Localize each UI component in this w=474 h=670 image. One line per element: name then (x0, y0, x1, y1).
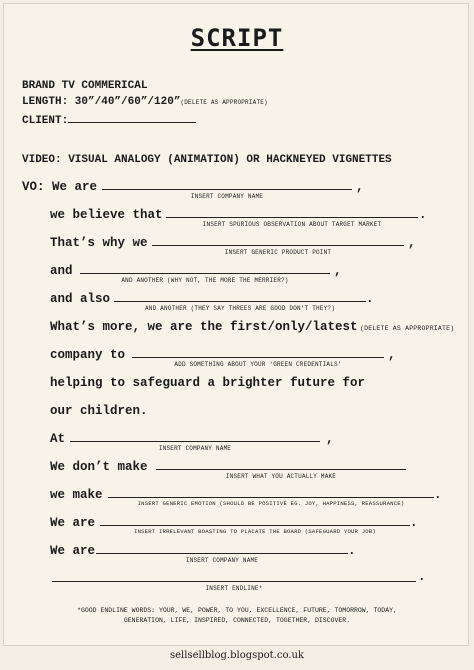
script-line-11: We don’t make (50, 460, 148, 474)
endline-words-note (22, 606, 452, 626)
hint-7: ADD SOMETHING ABOUT YOUR ‘GREEN CREDENTIALS’ (174, 361, 342, 368)
blank-another-2[interactable] (114, 301, 366, 302)
script-line-10: At (50, 432, 66, 446)
note-line-1: *GOOD ENDLINE WORDS: YOUR, WE, POWER, TO YOU, EXCELLENCE, FUTURE, TOMORROW, TODAY, (77, 607, 397, 614)
blank-endline[interactable] (52, 581, 416, 582)
punct-10: , (326, 432, 334, 446)
note-line-2: GENERATION, LIFE, INSPIRED, CONNECTED, TOGETHER, DISCOVER. (123, 617, 351, 624)
hint-11: INSERT WHAT YOU ACTUALLY MAKE (225, 473, 337, 480)
script-line-12: we make (50, 488, 103, 502)
hint-2: INSERT SPURIOUS OBSERVATION ABOUT TARGET MARKET (202, 221, 382, 228)
script-line-5: and also (50, 292, 111, 306)
punct-1: , (356, 180, 364, 194)
blank-company-name-2[interactable] (70, 441, 320, 442)
blank-observation[interactable] (166, 217, 418, 218)
hint-13: INSERT IRRELEVANT BOASTING TO PLACATE THE BOARD (SAFEGUARD YOUR JOB) (134, 528, 376, 535)
hint-4: AND ANOTHER (WHY NOT, THE MORE THE MERRIER?) (121, 277, 289, 284)
hint-5: AND ANOTHER (THEY SAY THREES ARE GOOD DON’T THEY?) (144, 305, 336, 312)
punct-3: , (408, 236, 416, 250)
hint-3: INSERT GENERIC PRODUCT POINT (224, 249, 332, 256)
blank-company-name[interactable] (102, 189, 352, 190)
punct-4: , (334, 264, 342, 278)
script-line-7: company to (50, 348, 126, 362)
brand-line: BRAND TV COMMERICAL (22, 80, 148, 92)
hint-14: INSERT COMPANY NAME (185, 557, 259, 564)
hint-12: INSERT GENERIC EMOTION (SHOULD BE POSITIVE EG. JOY, HAPPINESS, REASSURANCE) (137, 500, 405, 507)
script-line-3: That’s why we (50, 236, 148, 250)
script-line-8: helping to safeguard a brighter future for (50, 376, 366, 390)
punct-5: . (366, 292, 374, 306)
punct-13: . (410, 516, 418, 530)
script-line-9: our children. (50, 404, 148, 418)
hint-10: INSERT COMPANY NAME (158, 445, 232, 452)
page-title: SCRIPT (190, 24, 284, 52)
blank-product-point[interactable] (152, 245, 404, 246)
script-line-14: We are (50, 544, 96, 558)
script-line-2: we believe that (50, 208, 163, 222)
hint-1: INSERT COMPANY NAME (190, 193, 264, 200)
punct-12: . (434, 488, 442, 502)
punct-14: . (348, 544, 356, 558)
script-line-4: and (50, 264, 73, 278)
blank-green-credentials[interactable] (132, 357, 384, 358)
length-line (22, 96, 268, 108)
script-line-1: VO: We are (22, 180, 98, 194)
length-label: LENGTH: 30”/40”/60”/120” (22, 96, 181, 108)
punct-15: . (418, 570, 426, 584)
client-label: CLIENT: (22, 115, 69, 127)
punct-7: , (388, 348, 396, 362)
blank-boasting[interactable] (100, 525, 410, 526)
client-field[interactable] (68, 112, 196, 123)
blank-another-1[interactable] (80, 273, 330, 274)
script-line-6: What’s more, we are the first/only/latest (50, 320, 358, 334)
hint-15: INSERT ENDLINE* (205, 585, 263, 592)
client-line (22, 112, 196, 127)
blank-company-name-3[interactable] (96, 553, 348, 554)
footer-credit: sellsellblog.blogspot.co.uk (170, 650, 304, 661)
blank-generic-emotion[interactable] (108, 497, 434, 498)
blank-actual-product[interactable] (156, 469, 406, 470)
script-line-13: We are (50, 516, 96, 530)
video-line: VIDEO: VISUAL ANALOGY (ANIMATION) OR HACKNEYED VIGNETTES (22, 154, 392, 166)
hint-6: (DELETE AS APPROPRIATE) (360, 325, 455, 332)
length-hint: (DELETE AS APPROPRIATE) (180, 99, 268, 106)
punct-2: . (419, 208, 427, 222)
